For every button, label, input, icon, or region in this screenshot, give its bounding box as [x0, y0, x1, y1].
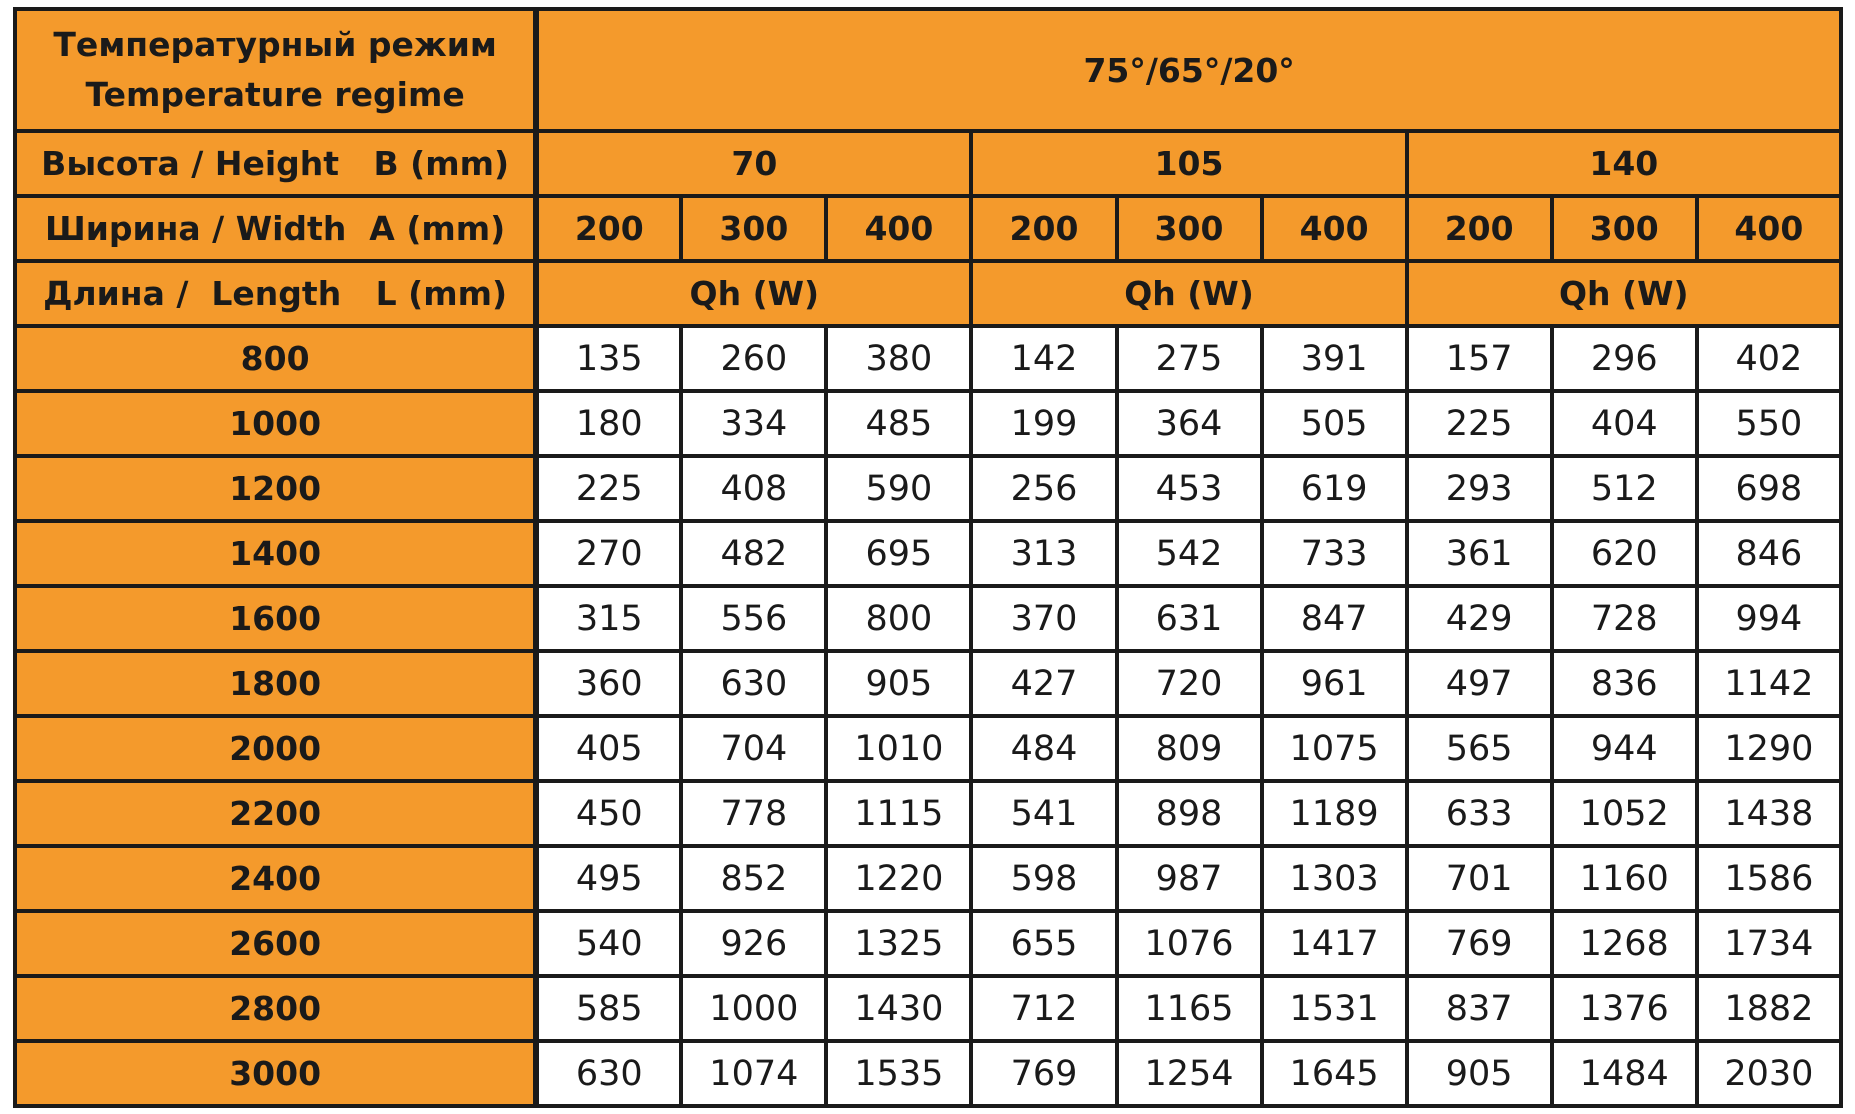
qh-value-cell: 485	[826, 391, 971, 456]
qh-value-cell: 1115	[826, 781, 971, 846]
qh-value-cell: 1160	[1552, 846, 1697, 911]
qh-label-cell: Qh (W)	[1407, 261, 1841, 326]
table-row	[15, 586, 1841, 651]
qh-value-cell: 1254	[1117, 1041, 1262, 1106]
table-row	[15, 846, 1841, 911]
qh-value-cell: 728	[1552, 586, 1697, 651]
height-row	[15, 131, 1841, 196]
qh-value-cell: 1303	[1262, 846, 1407, 911]
qh-value-cell: 275	[1117, 326, 1262, 391]
length-cell: 2200	[15, 781, 536, 846]
height-105-cell	[971, 131, 1406, 196]
qh-value-cell: 1376	[1552, 976, 1697, 1041]
qh-value-cell: 2030	[1697, 1041, 1841, 1106]
qh-value-cell: 1000	[681, 976, 826, 1041]
qh-value-cell: 846	[1697, 521, 1841, 586]
qh-value-cell: 619	[1262, 456, 1407, 521]
length-cell: 2600	[15, 911, 536, 976]
width-cell: 200	[1407, 196, 1552, 261]
qh-value-cell: 453	[1117, 456, 1262, 521]
width-cell: 200	[536, 196, 681, 261]
qh-value-cell: 836	[1552, 651, 1697, 716]
qh-value-cell: 590	[826, 456, 971, 521]
qh-value-cell: 712	[971, 976, 1116, 1041]
qh-value-cell: 225	[1407, 391, 1552, 456]
qh-value-cell: 361	[1407, 521, 1552, 586]
qh-value-cell: 427	[971, 651, 1116, 716]
qh-value-cell: 994	[1697, 586, 1841, 651]
qh-value-cell: 585	[536, 976, 681, 1041]
qh-value-cell: 1484	[1552, 1041, 1697, 1106]
qh-value-cell: 482	[681, 521, 826, 586]
width-label-cell	[15, 196, 536, 261]
qh-value-cell: 1220	[826, 846, 971, 911]
qh-value-cell: 550	[1697, 391, 1841, 456]
qh-value-cell: 1074	[681, 1041, 826, 1106]
qh-value-cell: 778	[681, 781, 826, 846]
height-value: 140	[1589, 144, 1659, 183]
qh-value-cell: 404	[1552, 391, 1697, 456]
qh-label-cell: Qh (W)	[536, 261, 971, 326]
regime-row	[15, 9, 1841, 131]
length-cell: 1600	[15, 586, 536, 651]
height-value: 105	[1154, 144, 1224, 183]
qh-value-cell: 905	[1407, 1041, 1552, 1106]
length-cell: 2000	[15, 716, 536, 781]
qh-value-cell: 1076	[1117, 911, 1262, 976]
qh-value-cell: 1586	[1697, 846, 1841, 911]
qh-value-cell: 225	[536, 456, 681, 521]
table-row	[15, 1041, 1841, 1106]
length-label: Длина / Length L (mm)	[43, 274, 508, 313]
qh-value-cell: 944	[1552, 716, 1697, 781]
qh-value-cell: 315	[536, 586, 681, 651]
table-row	[15, 521, 1841, 586]
qh-value-cell: 370	[971, 586, 1116, 651]
qh-value-cell: 1290	[1697, 716, 1841, 781]
qh-value-cell: 296	[1552, 326, 1697, 391]
table-row	[15, 781, 1841, 846]
table-row	[15, 456, 1841, 521]
table-row	[15, 391, 1841, 456]
table-row	[15, 651, 1841, 716]
qh-value-cell: 256	[971, 456, 1116, 521]
qh-value-cell: 1075	[1262, 716, 1407, 781]
qh-value-cell: 655	[971, 911, 1116, 976]
qh-value-cell: 720	[1117, 651, 1262, 716]
qh-value-cell: 701	[1407, 846, 1552, 911]
length-cell: 1400	[15, 521, 536, 586]
length-cell: 800	[15, 326, 536, 391]
qh-value-cell: 142	[971, 326, 1116, 391]
length-cell: 1800	[15, 651, 536, 716]
qh-value-cell: 270	[536, 521, 681, 586]
qh-value-cell: 961	[1262, 651, 1407, 716]
qh-value-cell: 135	[536, 326, 681, 391]
qh-value-cell: 542	[1117, 521, 1262, 586]
qh-value-cell: 1535	[826, 1041, 971, 1106]
qh-value-cell: 1142	[1697, 651, 1841, 716]
qh-value-cell: 1052	[1552, 781, 1697, 846]
length-cell: 1200	[15, 456, 536, 521]
regime-value-cell	[536, 9, 1841, 131]
qh-value-cell: 769	[1407, 911, 1552, 976]
qh-value-cell: 852	[681, 846, 826, 911]
regime-label-cell	[15, 9, 536, 131]
qh-value-cell: 429	[1407, 586, 1552, 651]
qh-value-cell: 809	[1117, 716, 1262, 781]
qh-value-cell: 1734	[1697, 911, 1841, 976]
qh-value-cell: 769	[971, 1041, 1116, 1106]
qh-value-cell: 1882	[1697, 976, 1841, 1041]
qh-label-cell: Qh (W)	[971, 261, 1406, 326]
qh-value-cell: 260	[681, 326, 826, 391]
qh-value-cell: 630	[536, 1041, 681, 1106]
table-row	[15, 326, 1841, 391]
qh-value-cell: 1438	[1697, 781, 1841, 846]
qh-value-cell: 293	[1407, 456, 1552, 521]
qh-value-cell: 405	[536, 716, 681, 781]
qh-value-cell: 408	[681, 456, 826, 521]
qh-value-cell: 380	[826, 326, 971, 391]
length-cell: 3000	[15, 1041, 536, 1106]
qh-value-cell: 505	[1262, 391, 1407, 456]
heat-output-table-container	[13, 7, 1843, 1108]
table-row	[15, 716, 1841, 781]
qh-value-cell: 630	[681, 651, 826, 716]
qh-value-cell: 199	[971, 391, 1116, 456]
qh-value-cell: 926	[681, 911, 826, 976]
qh-value-cell: 1531	[1262, 976, 1407, 1041]
qh-value-cell: 633	[1407, 781, 1552, 846]
qh-value-cell: 495	[536, 846, 681, 911]
qh-value-cell: 1417	[1262, 911, 1407, 976]
qh-value-cell: 334	[681, 391, 826, 456]
regime-value: 75°/65°/20°	[1083, 50, 1295, 90]
qh-value-cell: 402	[1697, 326, 1841, 391]
width-cell: 300	[681, 196, 826, 261]
qh-value-cell: 450	[536, 781, 681, 846]
qh-value-cell: 1325	[826, 911, 971, 976]
qh-value-cell: 620	[1552, 521, 1697, 586]
qh-value-cell: 631	[1117, 586, 1262, 651]
qh-value-cell: 1268	[1552, 911, 1697, 976]
qh-value-cell: 364	[1117, 391, 1262, 456]
length-qh-row	[15, 261, 1841, 326]
qh-value-cell: 512	[1552, 456, 1697, 521]
qh-value-cell: 541	[971, 781, 1116, 846]
qh-value-cell: 1430	[826, 976, 971, 1041]
width-cell: 400	[1262, 196, 1407, 261]
width-row	[15, 196, 1841, 261]
heat-output-table	[13, 7, 1843, 1108]
qh-value-cell: 157	[1407, 326, 1552, 391]
qh-value-cell: 391	[1262, 326, 1407, 391]
length-cell: 2800	[15, 976, 536, 1041]
width-cell: 400	[1697, 196, 1841, 261]
height-value: 70	[731, 144, 778, 183]
width-cell: 300	[1552, 196, 1697, 261]
width-label: Ширина / Width A (mm)	[44, 209, 506, 248]
regime-label-ru: Температурный режим	[53, 25, 497, 64]
length-cell: 2400	[15, 846, 536, 911]
qh-value-cell: 497	[1407, 651, 1552, 716]
qh-value-cell: 800	[826, 586, 971, 651]
qh-value-cell: 695	[826, 521, 971, 586]
qh-value-cell: 598	[971, 846, 1116, 911]
regime-label-en: Temperature regime	[85, 75, 465, 114]
qh-value-cell: 905	[826, 651, 971, 716]
qh-value-cell: 987	[1117, 846, 1262, 911]
qh-value-cell: 1010	[826, 716, 971, 781]
qh-value-cell: 1645	[1262, 1041, 1407, 1106]
qh-value-cell: 847	[1262, 586, 1407, 651]
qh-value-cell: 565	[1407, 716, 1552, 781]
qh-value-cell: 733	[1262, 521, 1407, 586]
qh-value-cell: 556	[681, 586, 826, 651]
height-140-cell	[1407, 131, 1841, 196]
qh-value-cell: 837	[1407, 976, 1552, 1041]
width-cell: 400	[826, 196, 971, 261]
qh-value-cell: 1189	[1262, 781, 1407, 846]
qh-value-cell: 484	[971, 716, 1116, 781]
qh-value-cell: 313	[971, 521, 1116, 586]
qh-value-cell: 180	[536, 391, 681, 456]
qh-value-cell: 704	[681, 716, 826, 781]
qh-value-cell: 540	[536, 911, 681, 976]
height-70-cell	[536, 131, 971, 196]
qh-value-cell: 1165	[1117, 976, 1262, 1041]
qh-value-cell: 698	[1697, 456, 1841, 521]
table-row	[15, 976, 1841, 1041]
table-row	[15, 911, 1841, 976]
length-label-cell	[15, 261, 536, 326]
qh-value-cell: 898	[1117, 781, 1262, 846]
width-cell: 200	[971, 196, 1116, 261]
height-label: Высота / Height B (mm)	[41, 144, 510, 183]
length-cell: 1000	[15, 391, 536, 456]
height-label-cell	[15, 131, 536, 196]
qh-value-cell: 360	[536, 651, 681, 716]
width-cell: 300	[1117, 196, 1262, 261]
